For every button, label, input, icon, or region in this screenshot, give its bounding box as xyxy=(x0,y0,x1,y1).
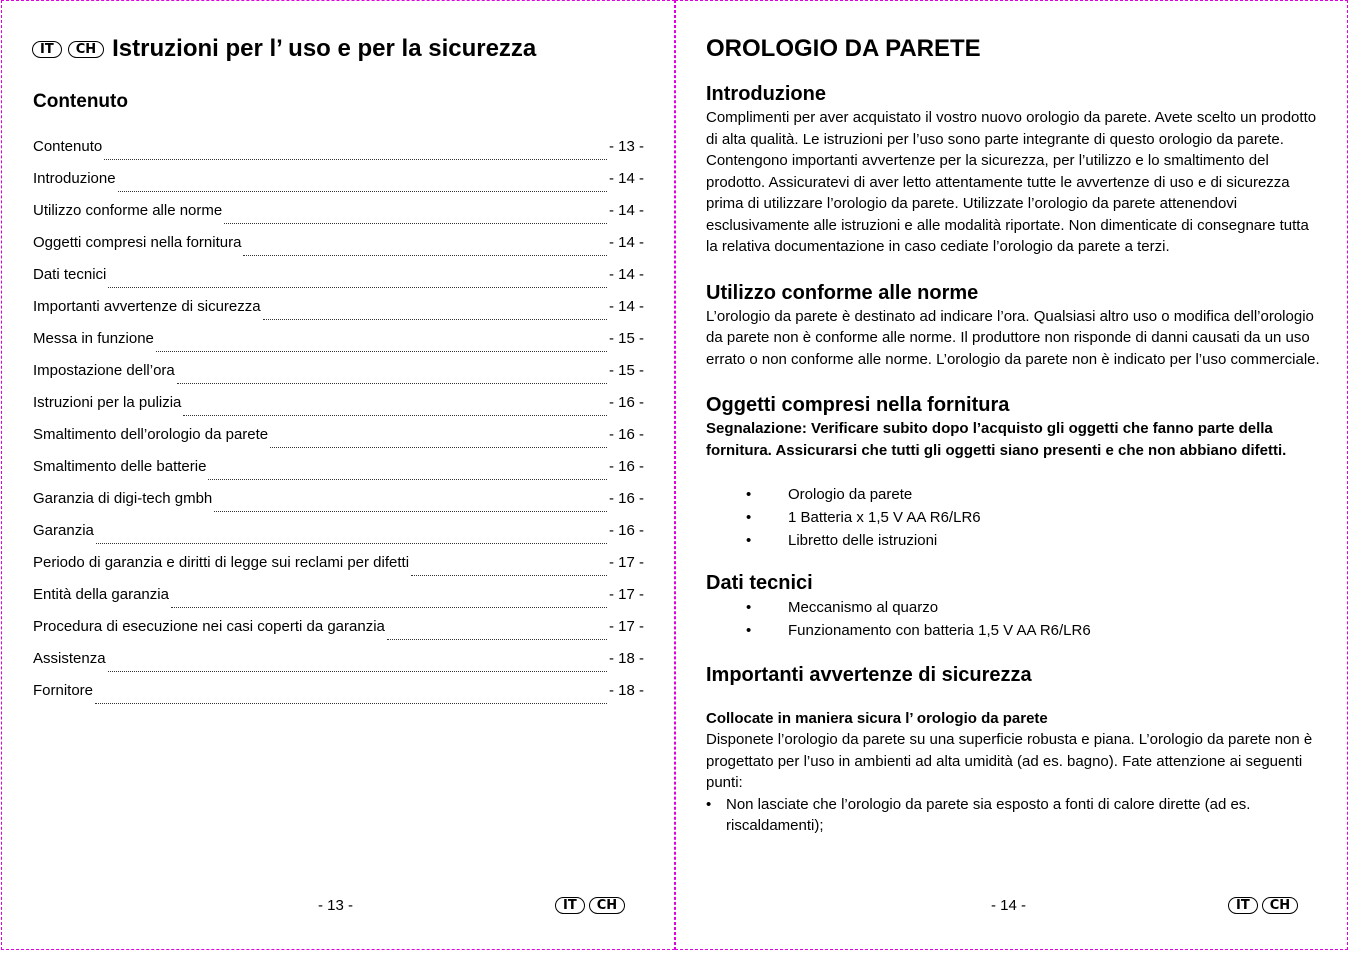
supply-heading: Oggetti compresi nella fornitura xyxy=(706,394,1010,416)
intro-section xyxy=(706,81,1320,258)
bullet-icon: • xyxy=(706,795,712,813)
toc-entry-page: - 16 - xyxy=(608,490,644,507)
toc-entry xyxy=(33,234,644,266)
toc-entry-page: - 16 - xyxy=(608,394,644,411)
toc-entry xyxy=(33,490,644,522)
toc-leader-dots xyxy=(108,286,607,288)
list-item xyxy=(706,529,1320,552)
toc-entry-label: Dati tecnici xyxy=(33,266,107,283)
toc-leader-dots xyxy=(208,478,607,480)
toc-entry-page: - 17 - xyxy=(608,554,644,571)
toc-entry-page: - 15 - xyxy=(608,330,644,347)
document-title: Istruzioni per l’ uso e per la sicurezza xyxy=(112,35,537,62)
toc-entry xyxy=(33,138,644,170)
toc-entry-label: Assistenza xyxy=(33,650,106,667)
toc-leader-dots xyxy=(96,542,607,544)
toc-leader-dots xyxy=(387,638,607,640)
toc-leader-dots xyxy=(243,254,607,256)
toc-entry-page: - 14 - xyxy=(608,170,644,187)
bullet-icon: • xyxy=(746,532,752,549)
toc-entry-label: Introduzione xyxy=(33,170,116,187)
toc-entry-label: Contenuto xyxy=(33,138,103,155)
right-content xyxy=(706,35,1320,851)
toc-leader-dots xyxy=(183,414,607,416)
toc-entry xyxy=(33,650,644,682)
intro-text: Complimenti per aver acquistato il vostro nuovo orologio da parete. Avete scelto un prodotto di alta qualità. Le istruzioni per l’uso sono parte integrante di questo orologio da parete. Contengono importanti avvertenze per la sicurezza, per l’utilizzo e lo smaltimento del prodotto. Assicuratevi di aver letto attentamente tutte le avvertenze di uso e di sicurezza prima di utilizzare l’orologio da parete. Utilizzate l’orologio da parete attenendovi esclusivamente alle istruzioni e alle modalità riportate. Non dimenticate di consegnare tutta la relativa documentazione in caso cediate l’orologio da parete a terzi. xyxy=(706,109,1317,255)
toc-entry-label: Smaltimento delle batterie xyxy=(33,458,207,475)
use-text: L’orologio da parete è destinato ad indicare l’ora. Qualsiasi altro uso o modifica dell’orologio da parete non è conforme alle norme. Il produttore non risponde di danni causati da un uso errato o non conforme alle norme. L’orologio da parete non è indicato per l’uso commerciale. xyxy=(706,307,1320,368)
toc-entry-page: - 14 - xyxy=(608,298,644,315)
toc-entry-page: - 18 - xyxy=(608,650,644,667)
toc-entry-page: - 16 - xyxy=(608,522,644,539)
toc-entry-page: - 18 - xyxy=(608,682,644,699)
table-of-contents xyxy=(33,138,644,714)
toc-leader-dots xyxy=(177,382,607,384)
toc-entry xyxy=(33,586,644,618)
toc-leader-dots xyxy=(270,446,607,448)
toc-entry-page: - 13 - xyxy=(608,138,644,155)
safety-list xyxy=(706,794,1320,837)
toc-entry xyxy=(33,554,644,586)
supply-section xyxy=(706,392,1320,552)
toc-leader-dots xyxy=(118,190,607,192)
list-item-text: Non lasciate che l’orologio da parete sia esposto a fonti di calore dirette (ad es. riscaldamenti); xyxy=(726,795,1251,834)
list-item xyxy=(706,794,1320,837)
bullet-icon: • xyxy=(746,622,752,639)
supply-note: Segnalazione: Verificare subito dopo l’acquisto gli oggetti che fanno parte della fornitura. Assicurarsi che tutti gli oggetti siano presenti e che non abbiano difetti. xyxy=(706,420,1287,459)
supply-list xyxy=(706,483,1320,552)
toc-entry-page: - 16 - xyxy=(608,426,644,443)
section-title: OROLOGIO DA PARETE xyxy=(706,35,981,62)
toc-entry-page: - 16 - xyxy=(608,458,644,475)
toc-entry-page: - 15 - xyxy=(608,362,644,379)
safety-subheading: Collocate in maniera sicura l’ orologio da parete xyxy=(706,710,1048,727)
toc-entry xyxy=(33,266,644,298)
safety-section xyxy=(706,662,1320,837)
tech-heading: Dati tecnici xyxy=(706,572,813,594)
safety-text: Disponete l’orologio da parete su una superficie robusta e piana. L’orologio da parete non è progettato per l’uso in ambienti ad alta umidità (ad es. bagno). Fate attenzione ai seguenti punti: xyxy=(706,731,1313,791)
toc-entry xyxy=(33,330,644,362)
language-badge-ch: CH xyxy=(589,897,625,914)
left-header xyxy=(32,35,536,63)
toc-leader-dots xyxy=(224,222,607,224)
toc-entry-page: - 14 - xyxy=(608,234,644,251)
toc-entry-label: Messa in funzione xyxy=(33,330,154,347)
use-heading: Utilizzo conforme alle norme xyxy=(706,281,979,304)
bullet-icon: • xyxy=(746,509,752,526)
footer-badges xyxy=(555,897,625,914)
page-number: - 14 - xyxy=(991,897,1027,914)
toc-entry-label: Procedura di esecuzione nei casi coperti da garanzia xyxy=(33,618,385,635)
language-badge-it: IT xyxy=(555,897,585,914)
toc-entry xyxy=(33,202,644,234)
list-item-text: 1 Batteria x 1,5 V AA R6/LR6 xyxy=(788,509,981,526)
tech-list xyxy=(706,596,1320,642)
language-badge-it: IT xyxy=(1228,897,1258,914)
toc-entry-page: - 14 - xyxy=(608,266,644,283)
toc-entry xyxy=(33,362,644,394)
page-number: - 13 - xyxy=(318,897,354,914)
language-badge-ch: CH xyxy=(68,41,104,58)
toc-entry-label: Fornitore xyxy=(33,682,94,699)
safety-heading: Importanti avvertenze di sicurezza xyxy=(706,664,1032,686)
toc-leader-dots xyxy=(108,670,607,672)
toc-leader-dots xyxy=(411,574,607,576)
bullet-icon: • xyxy=(746,486,752,503)
toc-entry xyxy=(33,298,644,330)
list-item-text: Meccanismo al quarzo xyxy=(788,599,939,616)
language-badge-ch: CH xyxy=(1262,897,1298,914)
toc-entry-label: Smaltimento dell’orologio da parete xyxy=(33,426,269,443)
toc-heading: Contenuto xyxy=(33,91,128,112)
toc-entry-label: Importanti avvertenze di sicurezza xyxy=(33,298,261,315)
intro-heading: Introduzione xyxy=(706,83,826,105)
toc-leader-dots xyxy=(214,510,607,512)
toc-leader-dots xyxy=(263,318,607,320)
toc-entry xyxy=(33,618,644,650)
toc-entry xyxy=(33,170,644,202)
toc-leader-dots xyxy=(104,158,607,160)
use-section xyxy=(706,280,1320,371)
tech-section xyxy=(706,570,1320,642)
bullet-icon: • xyxy=(746,599,752,616)
toc-entry-label: Entità della garanzia xyxy=(33,586,169,603)
list-item-text: Libretto delle istruzioni xyxy=(788,532,938,549)
toc-entry-label: Periodo di garanzia e diritti di legge sui reclami per difetti xyxy=(33,554,410,571)
list-item xyxy=(706,619,1320,642)
right-page xyxy=(675,0,1348,950)
list-item xyxy=(706,596,1320,619)
toc-entry-label: Istruzioni per la pulizia xyxy=(33,394,182,411)
language-badge-it: IT xyxy=(32,41,62,58)
toc-entry xyxy=(33,394,644,426)
list-item-text: Funzionamento con batteria 1,5 V AA R6/LR6 xyxy=(788,622,1091,639)
toc-entry-label: Impostazione dell’ora xyxy=(33,362,175,379)
toc-entry xyxy=(33,426,644,458)
toc-entry-page: - 14 - xyxy=(608,202,644,219)
toc-entry-page: - 17 - xyxy=(608,586,644,603)
toc-entry-page: - 17 - xyxy=(608,618,644,635)
left-page xyxy=(1,0,675,950)
toc-leader-dots xyxy=(95,702,607,704)
list-item xyxy=(706,483,1320,506)
toc-entry xyxy=(33,458,644,490)
toc-entry-label: Garanzia xyxy=(33,522,94,539)
toc-entry-label: Oggetti compresi nella fornitura xyxy=(33,234,242,251)
toc-entry-label: Utilizzo conforme alle norme xyxy=(33,202,223,219)
toc-entry-label: Garanzia di digi-tech gmbh xyxy=(33,490,213,507)
toc-leader-dots xyxy=(156,350,607,352)
list-item xyxy=(706,506,1320,529)
footer-badges xyxy=(1228,897,1298,914)
toc-entry xyxy=(33,682,644,714)
list-item-text: Orologio da parete xyxy=(788,486,913,503)
toc-leader-dots xyxy=(171,606,607,608)
toc-entry xyxy=(33,522,644,554)
